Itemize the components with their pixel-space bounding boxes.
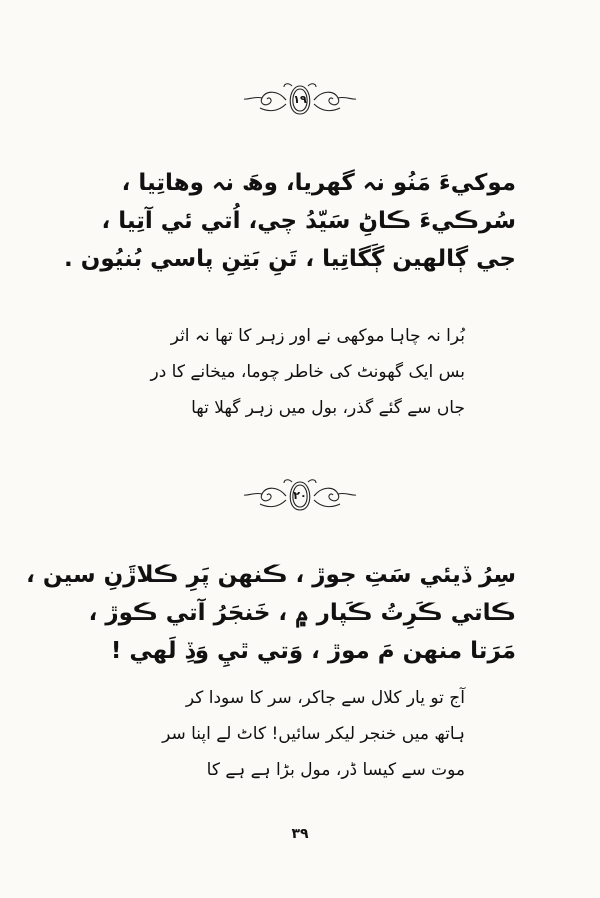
- urdu-translation-2: [115, 680, 465, 788]
- page-number: ۳۹: [291, 826, 309, 842]
- urdu-line: جاں سے گئے گذر، بول میں زہر گھلا تھا: [191, 398, 465, 418]
- sindhi-line: جي ڳالھين ڳَگاتِيا ، تَنِ بَتِنِ پاسي بُنيُون .: [63, 246, 516, 272]
- verse-ornament-20: [240, 476, 360, 516]
- urdu-line: بس ایک گھونٹ کی خاطر چوما، میخانے کا در: [150, 362, 465, 382]
- urdu-translation-1: [115, 318, 465, 426]
- urdu-line: آج تو یار کلال سے جاکر، سر کا سودا کر: [185, 688, 465, 708]
- urdu-line: ہاتھ میں خنجر لیکر سائیں! کاٹ لے اپنا سر: [162, 724, 465, 744]
- verse-ornament-19: [240, 80, 360, 120]
- verse-number: ۲۰: [293, 489, 307, 503]
- urdu-line: بُرا نہ چاہا موکھی نے اور زہر کا تھا نہ اثر: [170, 326, 465, 346]
- sindhi-line: ڪاتي ڪَرِتُ ڪَپار ۾ ، خَنجَرُ آتي ڪوڙ ،: [88, 600, 516, 626]
- sindhi-line: مَرَتا منهن مَ موڙ ، وَتي ٿيِ وَڏِ لَهي !: [110, 638, 516, 664]
- verse-number: ۱۹: [293, 93, 307, 107]
- sindhi-line: موکيءَ مَنُو نہ گھريا، وھَ نہ وھاتِيا ،: [121, 170, 516, 196]
- sindhi-verse-1: [63, 164, 516, 278]
- sindhi-verse-2: [26, 556, 516, 670]
- sindhi-line: سُرڪيءَ ڪاڻِ سَيّدُ چي، اُتي ئي آتِيا ،: [101, 208, 516, 234]
- urdu-line: موت سے کیسا ڈر، مول بڑا ہے ہے کا: [206, 760, 465, 780]
- sindhi-line: سِرُ ڏيئي سَتِ جوڙ ، ڪنهن پَرِ ڪلاڙَنِ سين ،: [26, 562, 516, 588]
